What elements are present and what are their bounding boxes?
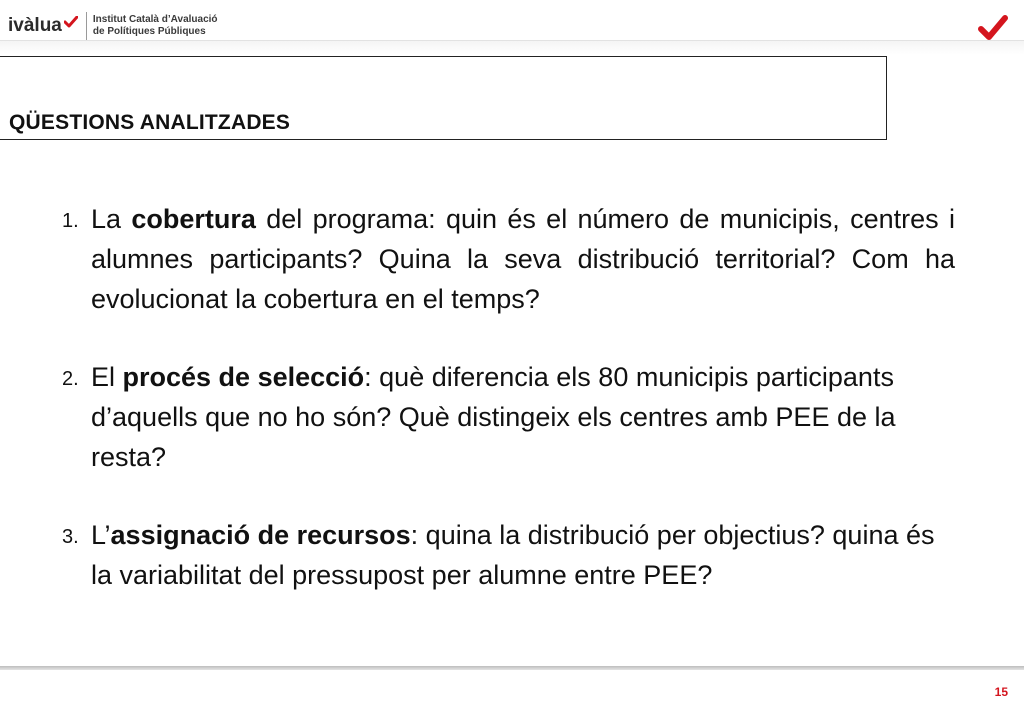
- title-box: [0, 56, 887, 140]
- item-text-post: del programa: quin és el número de municipis, centres i alumnes participants? Quina la seva distribució territorial? Com ha evolucionat la cobertura en el temps?: [91, 204, 955, 314]
- institution-line-1: Institut Català d’Avaluació: [92, 14, 218, 25]
- page-number: 15: [994, 685, 1008, 699]
- item-text-pre: El: [91, 362, 123, 392]
- item-text-bold: procés de selecció: [122, 362, 365, 392]
- item-text-bold: cobertura: [131, 204, 256, 234]
- item-number: 2.: [62, 368, 79, 390]
- question-item-3: [62, 515, 955, 595]
- header-bar: [0, 0, 1024, 44]
- item-text-pre: L’: [91, 520, 111, 550]
- item-text-pre: La: [91, 204, 132, 234]
- questions-list: [62, 199, 955, 633]
- header-shadow: [0, 40, 1024, 55]
- item-text-post: : quina la distribució per objectius? quina és la variabilitat del pressupost per alumne entre PEE?: [91, 520, 935, 590]
- logo-check-icon: [64, 16, 78, 28]
- check-icon: [978, 14, 1008, 42]
- question-item-2: [62, 357, 955, 477]
- item-text-post: : què diferencia els 80 municipis participants d’aquells que no ho són? Què distingeix els centres amb PEE de la resta?: [91, 362, 896, 472]
- logo-wordmark: ivàlua: [8, 15, 62, 36]
- slide-title: QÜESTIONS ANALITZADES: [9, 111, 291, 134]
- question-item-1: [62, 199, 955, 319]
- item-text-bold: assignació de recursos: [110, 520, 411, 550]
- footer-rule: [0, 666, 1024, 670]
- logo-divider: [86, 12, 87, 40]
- institution-name: [93, 14, 218, 38]
- institution-line-2: de Polítiques Públiques: [92, 26, 206, 37]
- item-number: 3.: [62, 526, 79, 548]
- item-number: 1.: [62, 210, 79, 232]
- ivalua-logo: [8, 12, 218, 40]
